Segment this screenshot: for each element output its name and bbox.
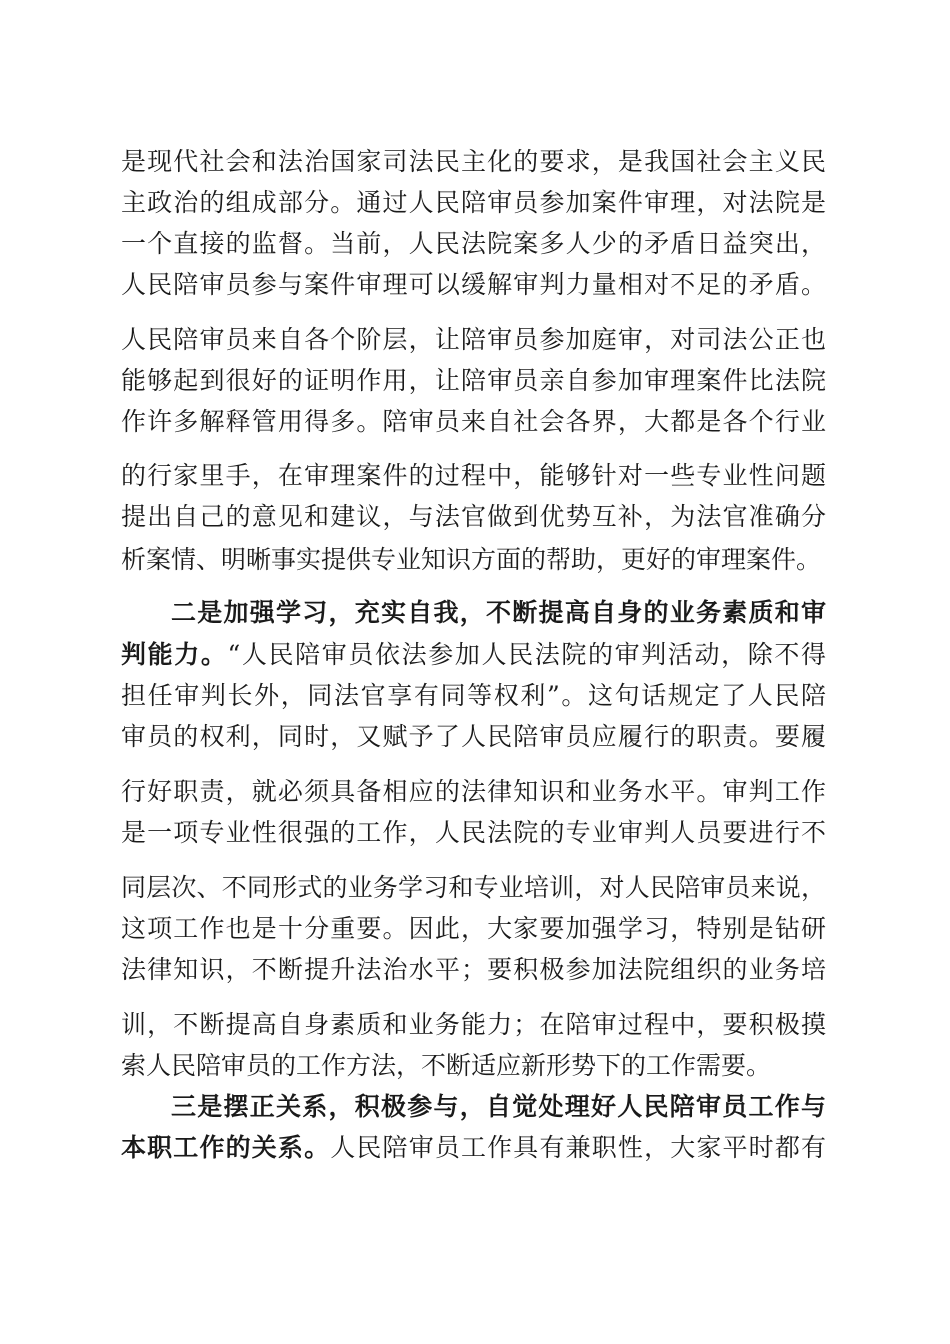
text-line: 能够起到很好的证明作用，让陪审员亲自参加审理案件比法院 bbox=[121, 366, 826, 395]
text-line: 人民陪审员参与案件审理可以缓解审判力量相对不足的矛盾。 bbox=[121, 270, 826, 299]
text-line: 的行家里手，在审理案件的过程中，能够针对一些专业性问题 bbox=[121, 461, 826, 490]
text-line: 索人民陪审员的工作方法，不断适应新形势下的工作需要。 bbox=[121, 1051, 772, 1080]
text-line: 是现代社会和法治国家司法民主化的要求，是我国社会主义民 bbox=[121, 147, 826, 176]
text-line bbox=[121, 1128, 826, 1168]
text-line bbox=[121, 635, 826, 675]
text-line: 主政治的组成部分。通过人民陪审员参加案件审理，对法院是 bbox=[121, 188, 826, 217]
text-line: 这项工作也是十分重要。因此，大家要加强学习，特别是钻研 bbox=[121, 914, 826, 943]
text-line: 训，不断提高自身素质和业务能力；在陪审过程中，要积极摸 bbox=[121, 1010, 826, 1039]
text-run: 人民陪审员工作具有兼职性，大家平时都有 bbox=[330, 1133, 826, 1162]
text-line: 法律知识，不断提升法治水平；要积极参加法院组织的业务培 bbox=[121, 955, 826, 984]
text-line: 审员的权利，同时，又赋予了人民陪审员应履行的职责。要履 bbox=[121, 722, 826, 751]
text-line: 人民陪审员来自各个阶层，让陪审员参加庭审，对司法公正也 bbox=[121, 325, 826, 354]
text-line: 同层次、不同形式的业务学习和专业培训，对人民陪审员来说， bbox=[121, 873, 826, 902]
text-line: 担任审判长外，同法官享有同等权利”。这句话规定了人民陪 bbox=[121, 681, 826, 710]
paragraph-heading: 二是加强学习，充实自我，不断提高自身的业务素质和审 bbox=[171, 598, 826, 627]
text-run: “人民陪审员依法参加人民法院的审判活动，除不得 bbox=[227, 640, 826, 669]
text-line: 一个直接的监督。当前，人民法院案多人少的矛盾日益突出， bbox=[121, 229, 826, 258]
text-line: 行好职责，就必须具备相应的法律知识和业务水平。审判工作 bbox=[121, 777, 826, 806]
text-line: 提出自己的意见和建议，与法官做到优势互补，为法官准确分 bbox=[121, 502, 826, 531]
text-line: 作许多解释管用得多。陪审员来自社会各界，大都是各个行业 bbox=[121, 407, 826, 436]
text-line: 析案情、明晰事实提供专业知识方面的帮助，更好的审理案件。 bbox=[121, 545, 822, 574]
paragraph-heading-end: 判能力。 bbox=[121, 640, 228, 669]
paragraph-heading: 三是摆正关系，积极参与，自觉处理好人民陪审员工作与 bbox=[171, 1092, 826, 1121]
text-line: 是一项专业性很强的工作，人民法院的专业审判人员要进行不 bbox=[121, 818, 826, 847]
paragraph-heading-end: 本职工作的关系。 bbox=[121, 1133, 331, 1162]
